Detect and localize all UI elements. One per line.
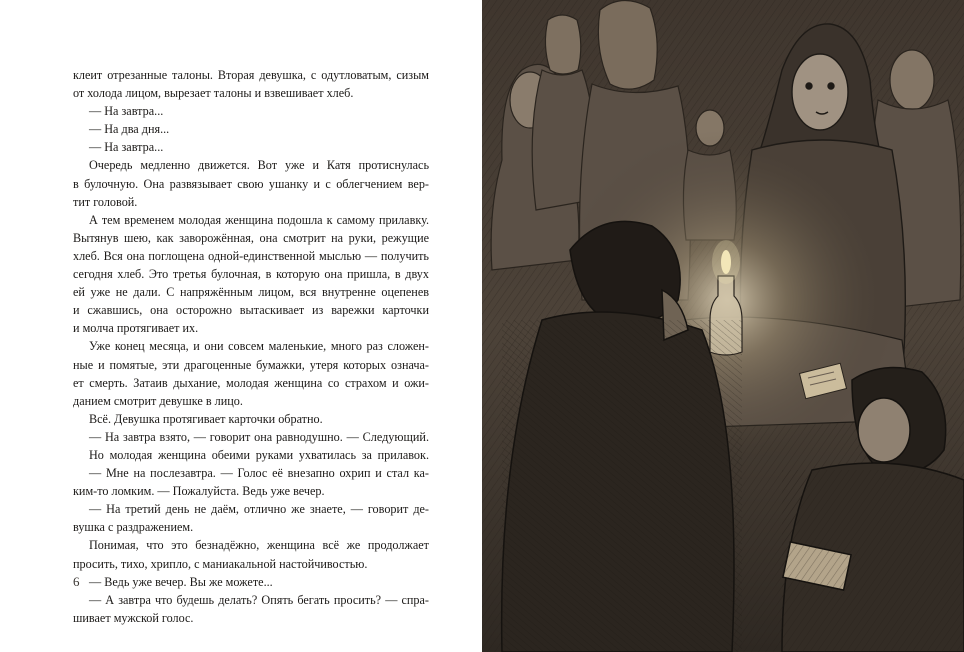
page-number: 6	[73, 574, 80, 589]
text-line: хлеб. Вся она поглощена одной-единственной мыслью — получить	[73, 248, 429, 263]
text-line: ей уже не дали. С напряжённым лицом, вся внутренне оцепенев	[73, 285, 429, 300]
text-line: ные и помятые, эти драгоценные бумажки, утеря которых означа-	[73, 357, 429, 372]
illustration-page	[482, 0, 964, 652]
text-line: Но молодая женщина обеими руками ухватилась за прилавок.	[89, 447, 429, 462]
text-line: и сжавшись, она осторожно вытаскивает из варежки карточки	[73, 303, 429, 318]
text-line: — Мне на послезавтра. — Голос её внезапно охрип и стал ка-	[89, 466, 429, 481]
text-line: шивает мужской голос.	[73, 610, 194, 625]
text-line: — На завтра...	[89, 140, 164, 155]
text-line: от холода лицом, вырезает талоны и взвешивает хлеб.	[73, 86, 354, 101]
text-line: Всё. Девушка протягивает карточки обратно.	[89, 411, 323, 426]
text-line: ет смерть. Затаив дыхание, молодая женщина со страхом и ожи-	[73, 375, 429, 390]
text-line: Очередь медленно движется. Вот уже и Катя протиснулась	[89, 158, 429, 173]
text-line: — На два дня...	[89, 122, 170, 137]
text-line: — А завтра что будешь делать? Опять бегать просить? — спра-	[89, 592, 429, 607]
text-line: просить, тихо, хрипло, с маниакальной настойчивостью.	[73, 556, 368, 571]
text-line: Уже конец месяца, и они совсем маленькие, много раз сложен-	[89, 339, 429, 354]
text-line: — На завтра взято, — говорит она равнодушно. — Следующий.	[89, 429, 429, 444]
text-line: Вытянув шею, как заворожённая, она смотрит на руки, режущие	[73, 230, 429, 245]
text-line: Понимая, что это безнадёжно, женщина всё же продолжает	[89, 538, 429, 553]
text-line: данием смотрит девушке в лицо.	[73, 393, 243, 408]
text-line: клеит отрезанные талоны. Вторая девушка, с одутловатым, сизым	[73, 68, 429, 82]
text-line: А тем временем молодая женщина подошла к самому прилавку.	[89, 212, 429, 227]
text-line: сегодня хлеб. Это третья булочная, в которую она пришла, в двух	[73, 267, 429, 282]
text-line: вушка с раздражением.	[73, 520, 194, 535]
text-line: ким-то ломким. — Пожалуйста. Ведь уже вечер.	[73, 484, 325, 499]
text-line: и молча протягивает их.	[73, 321, 199, 336]
text-line: тит головой.	[73, 194, 138, 209]
text-line: — На третий день не даём, отлично же знаете, — говорит де-	[89, 502, 429, 517]
text-line: — Ведь уже вечер. Вы же можете...	[89, 574, 273, 589]
text-line: в булочную. Она развязывает свою ушанку и с облегчением вер-	[73, 176, 429, 191]
illustration-bread-queue	[482, 0, 964, 652]
body-text	[73, 66, 429, 627]
text-line: — На завтра...	[89, 104, 164, 119]
